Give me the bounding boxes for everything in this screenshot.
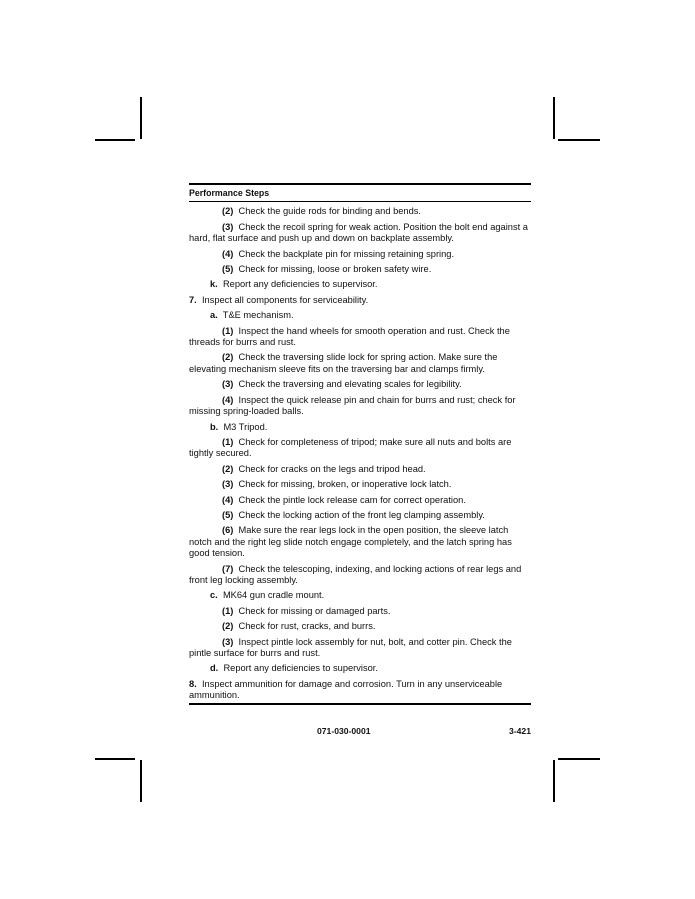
step-marker: (2) xyxy=(222,463,234,474)
step-marker: c. xyxy=(210,590,218,601)
step-marker: 8. xyxy=(189,678,197,689)
step-marker: b. xyxy=(210,421,219,432)
step-item xyxy=(189,590,531,601)
step-item xyxy=(189,395,531,418)
step-marker: (2) xyxy=(222,206,234,217)
step-item xyxy=(189,295,531,306)
page-number: 3-421 xyxy=(509,726,531,736)
crop-mark-top-left-h xyxy=(95,139,135,141)
step-text: Check for missing, loose or broken safety wire. xyxy=(238,264,432,275)
crop-mark-top-left-v xyxy=(140,97,142,139)
step-item xyxy=(189,422,531,433)
step-item xyxy=(189,264,531,275)
step-text: Check for rust, cracks, and burrs. xyxy=(238,621,376,632)
step-item xyxy=(189,310,531,321)
step-item xyxy=(189,249,531,260)
step-text: Inspect the hand wheels for smooth operation and rust. Check the threads for burrs and rust. xyxy=(189,325,510,348)
step-item xyxy=(189,326,531,349)
step-text: Check the backplate pin for missing retaining spring. xyxy=(238,248,455,259)
step-marker: k. xyxy=(210,279,218,290)
step-text: Check the traversing slide lock for spring action. Make sure the elevating mechanism sleeve fits on the traversing bar and clamps firmly. xyxy=(189,352,498,374)
step-marker: (4) xyxy=(222,494,234,505)
step-marker: (2) xyxy=(222,621,234,632)
task-code: 071-030-0001 xyxy=(317,726,371,736)
step-marker: (3) xyxy=(222,636,234,647)
crop-mark-top-right-h xyxy=(558,139,600,141)
step-marker: (3) xyxy=(222,379,234,390)
step-text: Check the pintle lock release cam for correct operation. xyxy=(238,494,466,505)
step-text: MK64 gun cradle mount. xyxy=(222,590,325,601)
step-item xyxy=(189,525,531,559)
crop-mark-bottom-left-v xyxy=(140,760,142,802)
step-text: Check for completeness of tripod; make sure all nuts and bolts are tightly secured. xyxy=(189,436,512,459)
step-item xyxy=(189,621,531,632)
step-text: M3 Tripod. xyxy=(223,421,268,432)
step-marker: (1) xyxy=(222,325,234,336)
step-text: Check the locking action of the front leg clamping assembly. xyxy=(238,509,485,520)
step-item xyxy=(189,222,531,245)
section-header: Performance Steps xyxy=(189,185,531,202)
step-text: Check for cracks on the legs and tripod head. xyxy=(238,463,426,474)
step-marker: (6) xyxy=(222,525,234,536)
step-marker: (3) xyxy=(222,221,234,232)
bottom-rule xyxy=(189,703,531,705)
crop-mark-bottom-left-h xyxy=(95,758,135,760)
step-item xyxy=(189,464,531,475)
step-marker: (5) xyxy=(222,509,234,520)
step-marker: (2) xyxy=(222,352,234,363)
step-item xyxy=(189,437,531,460)
step-item xyxy=(189,379,531,390)
step-marker: a. xyxy=(210,310,218,321)
step-marker: (1) xyxy=(222,436,234,447)
step-marker: 7. xyxy=(189,294,197,305)
step-text: Inspect the quick release pin and chain for burrs and rust; check for missing spring-loaded balls. xyxy=(189,394,516,417)
step-marker: (5) xyxy=(222,264,234,275)
step-item xyxy=(189,637,531,660)
step-text: Check for missing or damaged parts. xyxy=(238,605,391,616)
step-text: Inspect ammunition for damage and corrosion. Turn in any unserviceable ammunition. xyxy=(189,678,503,701)
step-item xyxy=(189,352,531,375)
step-text: Check the recoil spring for weak action. Position the bolt end against a hard, flat surface and push up and down on backplate assembly. xyxy=(189,221,528,244)
step-text: Check the traversing and elevating scales for legibility. xyxy=(238,379,462,390)
crop-mark-bottom-right-h xyxy=(558,758,600,760)
steps-list xyxy=(189,206,531,701)
crop-mark-bottom-right-v xyxy=(553,760,555,802)
step-marker: (4) xyxy=(222,248,234,259)
step-marker: d. xyxy=(210,663,219,674)
performance-steps-section xyxy=(189,183,531,705)
step-item xyxy=(189,206,531,217)
step-marker: (3) xyxy=(222,479,234,490)
step-item xyxy=(189,279,531,290)
step-text: T&E mechanism. xyxy=(222,310,294,321)
step-item xyxy=(189,495,531,506)
step-item xyxy=(189,606,531,617)
step-marker: (1) xyxy=(222,605,234,616)
step-item xyxy=(189,679,531,702)
step-text: Check the guide rods for binding and bends. xyxy=(238,206,421,217)
step-text: Make sure the rear legs lock in the open position, the sleeve latch notch and the right leg slide notch engage completely, and the latch spring has good tension. xyxy=(189,525,512,559)
step-marker: (4) xyxy=(222,394,234,405)
step-text: Inspect all components for serviceability. xyxy=(201,294,369,305)
step-text: Report any deficiencies to supervisor. xyxy=(223,663,378,674)
crop-mark-top-right-v xyxy=(553,97,555,139)
step-text: Check the telescoping, indexing, and locking actions of rear legs and front leg locking assembly. xyxy=(189,563,522,585)
step-item xyxy=(189,564,531,587)
step-text: Report any deficiencies to supervisor. xyxy=(222,279,378,290)
step-item xyxy=(189,479,531,490)
step-marker: (7) xyxy=(222,563,234,574)
step-item xyxy=(189,663,531,674)
step-item xyxy=(189,510,531,521)
step-text: Inspect pintle lock assembly for nut, bolt, and cotter pin. Check the pintle surface for burrs and rust. xyxy=(189,636,512,658)
step-text: Check for missing, broken, or inoperative lock latch. xyxy=(238,479,452,490)
